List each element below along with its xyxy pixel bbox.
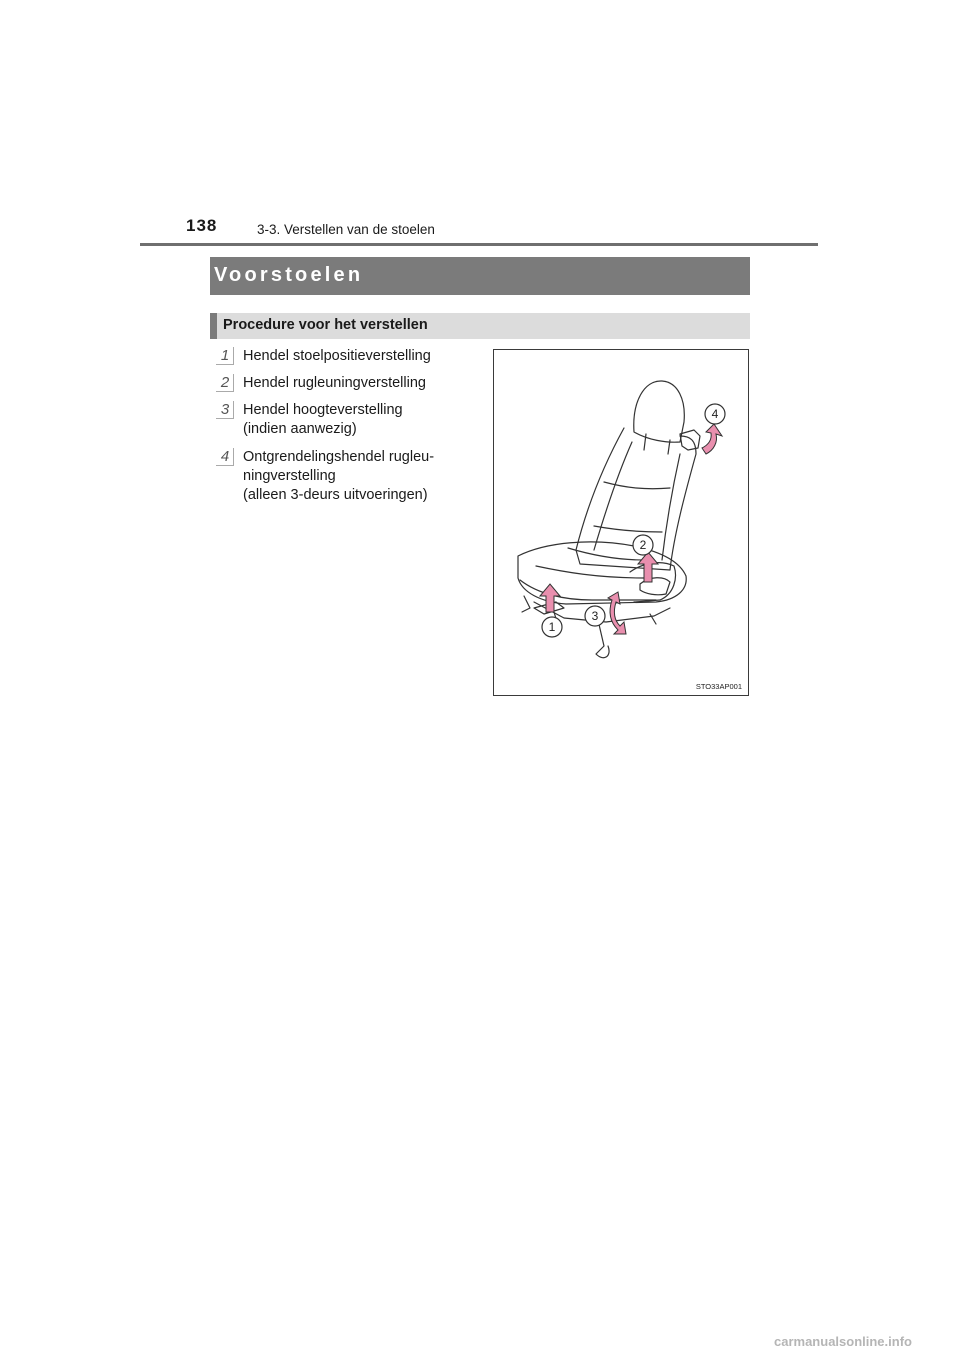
item-number: 1 [216, 347, 234, 365]
item-text [243, 347, 431, 366]
callout-label: 2 [639, 538, 647, 552]
callout-label: 3 [591, 609, 599, 623]
item-text [243, 374, 426, 393]
item-line: Ontgrendelingshendel rugleu- [243, 449, 435, 465]
subtitle-accent [210, 313, 217, 339]
seat-illustration [493, 349, 749, 696]
item-line: Hendel hoogteverstelling [243, 402, 403, 418]
arrow-1 [540, 584, 560, 612]
page-number: 138 [186, 216, 218, 235]
item-line: (indien aanwezig) [243, 421, 357, 437]
item-number: 2 [216, 374, 234, 392]
header-rule [140, 243, 818, 246]
seat-drawing [494, 350, 750, 697]
arrow-4 [702, 424, 722, 454]
callout-label: 4 [711, 407, 719, 421]
item-line: ningverstelling [243, 468, 336, 484]
callout-label: 1 [548, 620, 556, 634]
item-line: (alleen 3-deurs uitvoeringen) [243, 487, 428, 503]
figure-code: STO33AP001 [695, 682, 742, 691]
arrow-3 [608, 592, 626, 634]
item-text [243, 448, 434, 505]
item-number: 4 [216, 448, 234, 466]
footer-watermark: carmanualsonline.info [774, 1334, 912, 1349]
item-line: Hendel rugleuningverstelling [243, 375, 426, 391]
item-text [243, 401, 403, 439]
release-lever-shape [680, 430, 700, 450]
headrest-shape [634, 381, 685, 442]
section-header: 3-3. Verstellen van de stoelen [257, 222, 435, 237]
page-title: Voorstoelen [214, 264, 364, 286]
item-number: 3 [216, 401, 234, 419]
item-line: Hendel stoelpositieverstelling [243, 348, 431, 364]
subtitle: Procedure voor het verstellen [223, 317, 428, 333]
